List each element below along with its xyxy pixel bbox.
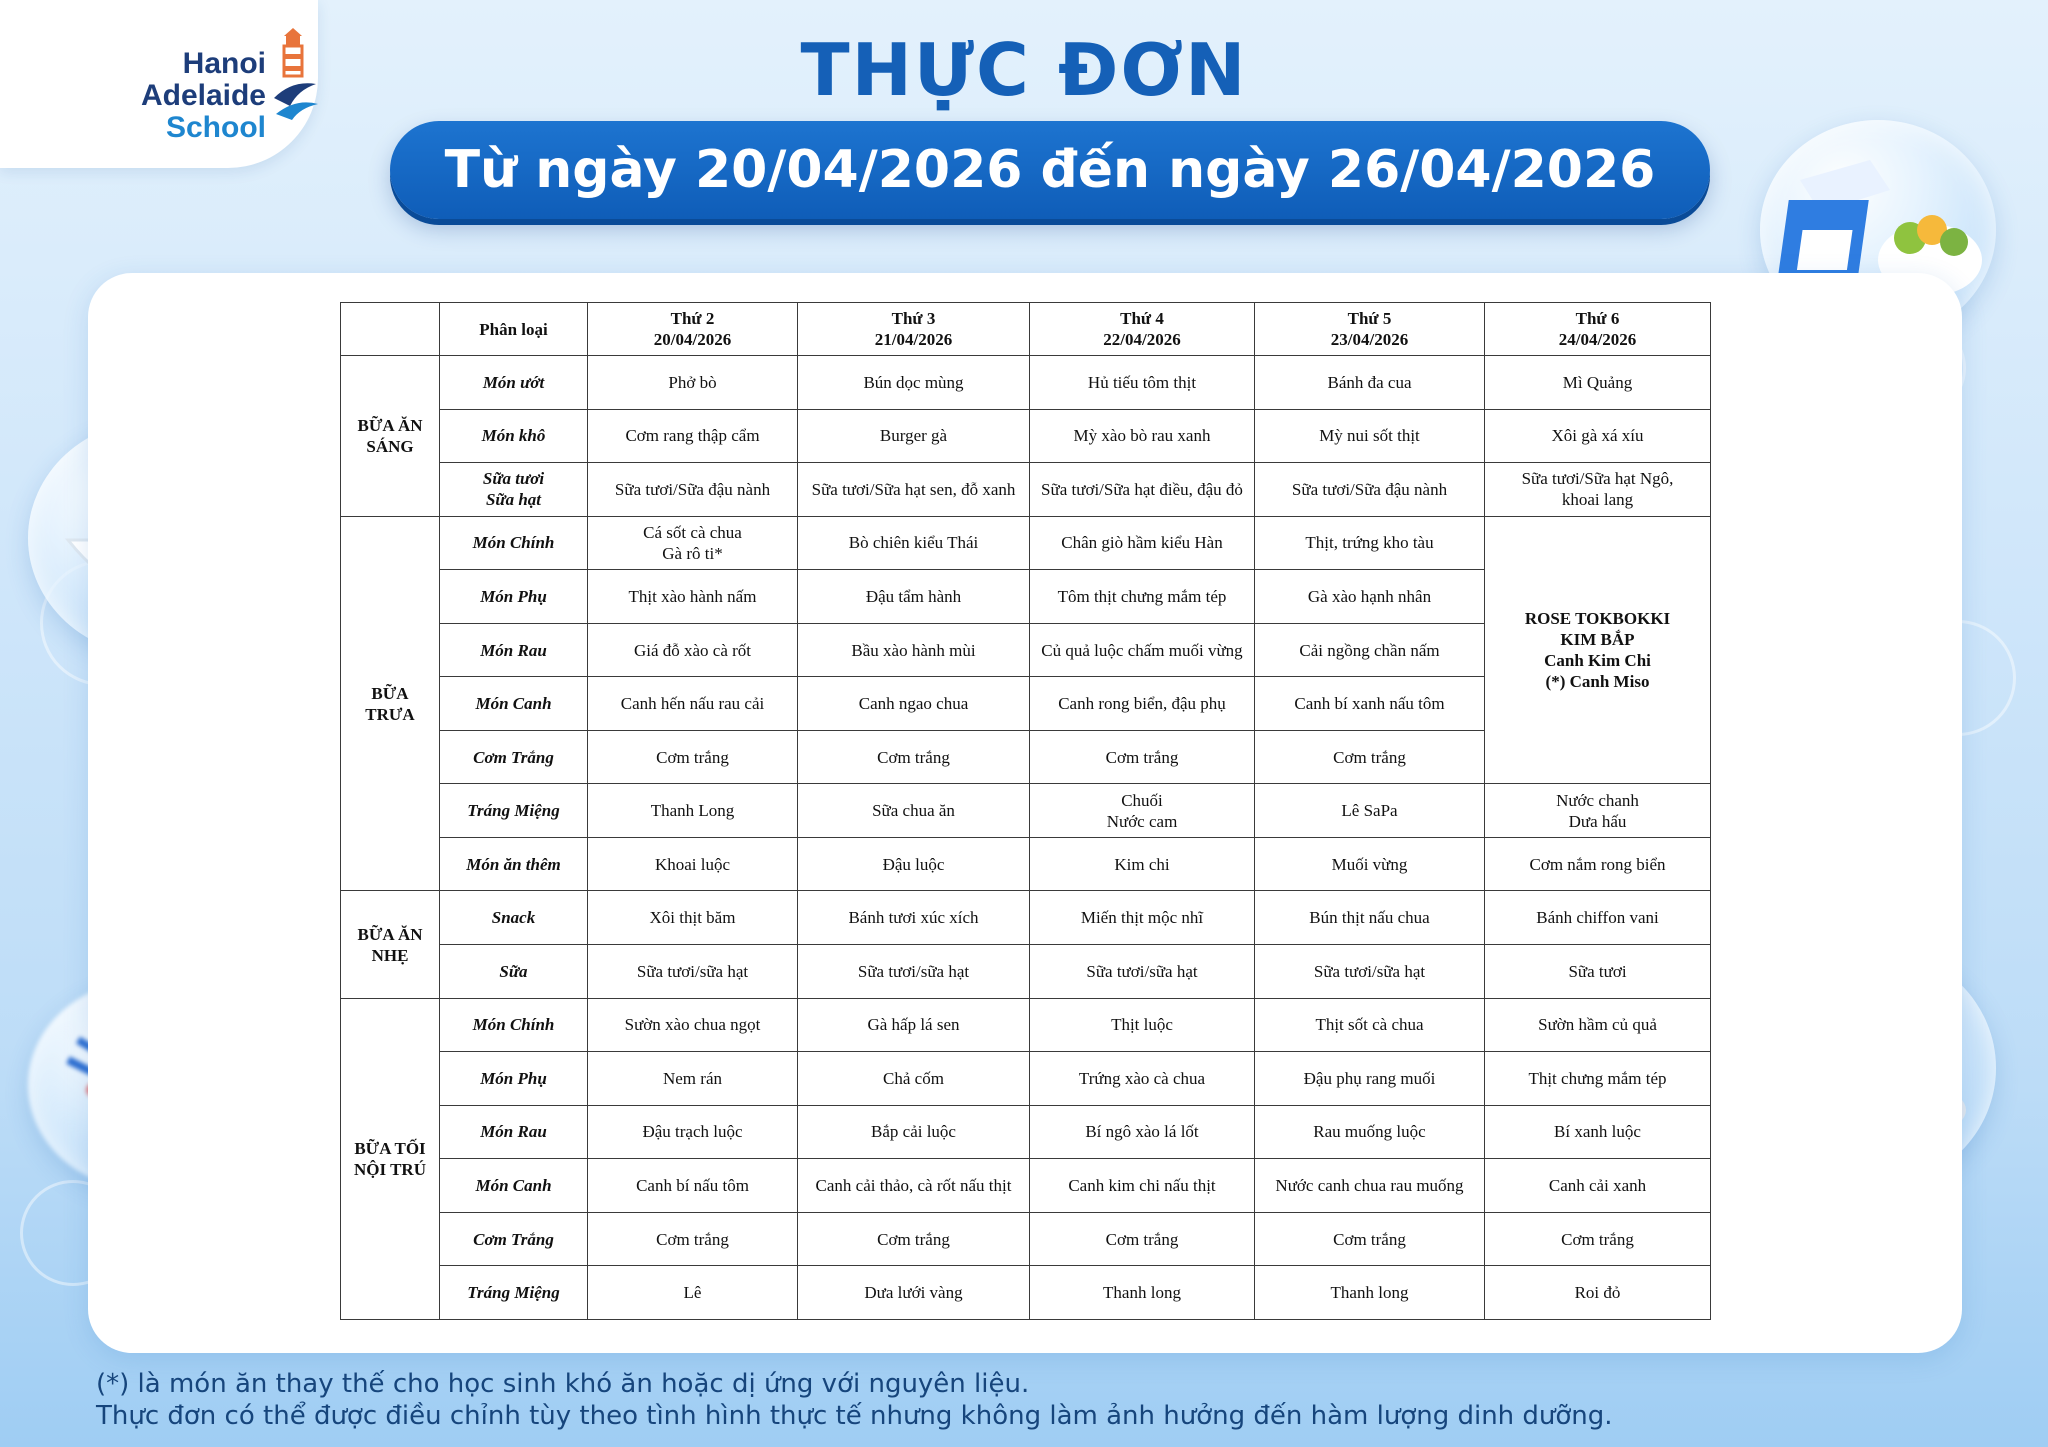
dish-cell: Cơm trắng	[588, 1212, 798, 1266]
dish-cell: Bí ngô xào lá lốt	[1030, 1105, 1255, 1159]
dish-cell: Trứng xào cà chua	[1030, 1052, 1255, 1106]
dish-cell: Bánh đa cua	[1255, 356, 1485, 410]
dish-cell: Hủ tiếu tôm thịt	[1030, 356, 1255, 410]
category-cell: Cơm Trắng	[440, 1212, 588, 1266]
dish-cell: Xôi thịt băm	[588, 891, 798, 945]
table-row	[341, 1105, 1711, 1159]
dish-cell: Sữa tươi/sữa hạt	[1030, 945, 1255, 999]
table-row	[341, 998, 1711, 1052]
category-cell: Món Canh	[440, 677, 588, 731]
table-row	[341, 463, 1711, 517]
dish-cell: Thịt chưng mắm tép	[1485, 1052, 1711, 1106]
table-row	[341, 837, 1711, 891]
header-day: Thứ 3 21/04/2026	[798, 303, 1030, 356]
header-day: Thứ 4 22/04/2026	[1030, 303, 1255, 356]
table-row	[341, 784, 1711, 838]
dish-cell: Khoai luộc	[588, 837, 798, 891]
dish-cell: Bánh chiffon vani	[1485, 891, 1711, 945]
category-cell: Món ướt	[440, 356, 588, 410]
dish-cell: Thịt, trứng kho tàu	[1255, 516, 1485, 570]
dish-cell: Chân giò hầm kiểu Hàn	[1030, 516, 1255, 570]
dish-cell: Đậu trạch luộc	[588, 1105, 798, 1159]
dish-cell: Miến thịt mộc nhĩ	[1030, 891, 1255, 945]
header-day: Thứ 6 24/04/2026	[1485, 303, 1711, 356]
dish-cell: Burger gà	[798, 409, 1030, 463]
dish-cell: Nước chanh Dưa hấu	[1485, 784, 1711, 838]
category-cell: Tráng Miệng	[440, 784, 588, 838]
dish-cell: Gà hấp lá sen	[798, 998, 1030, 1052]
date-range-text: Từ ngày 20/04/2026 đến ngày 26/04/2026	[444, 140, 1656, 200]
dish-cell: Cơm trắng	[798, 730, 1030, 784]
category-cell: Món Canh	[440, 1159, 588, 1213]
dish-cell: Canh kim chi nấu thịt	[1030, 1159, 1255, 1213]
dish-cell: Roi đỏ	[1485, 1266, 1711, 1320]
dish-cell: Phở bò	[588, 356, 798, 410]
dish-cell: Rau muống luộc	[1255, 1105, 1485, 1159]
dish-cell: Canh bí xanh nấu tôm	[1255, 677, 1485, 731]
dish-cell: Canh bí nấu tôm	[588, 1159, 798, 1213]
dish-cell: Sữa tươi/sữa hạt	[1255, 945, 1485, 999]
table-row	[341, 945, 1711, 999]
dish-cell: Lê	[588, 1266, 798, 1320]
table-row	[341, 1159, 1711, 1213]
category-cell: Snack	[440, 891, 588, 945]
dish-cell: Bún dọc mùng	[798, 356, 1030, 410]
table-row	[341, 409, 1711, 463]
table-row	[341, 1052, 1711, 1106]
dish-cell: Bánh tươi xúc xích	[798, 891, 1030, 945]
dish-cell: Nem rán	[588, 1052, 798, 1106]
dish-cell: Canh cải xanh	[1485, 1159, 1711, 1213]
dish-cell: Sữa tươi/Sữa đậu nành	[588, 463, 798, 517]
dish-cell: Lê SaPa	[1255, 784, 1485, 838]
footnote-adjustment: Thực đơn có thể được điều chỉnh tùy theo tình hình thực tế nhưng không làm ảnh hưởng đến hàm lượng dinh dưỡng.	[96, 1401, 1613, 1431]
category-cell: Cơm Trắng	[440, 730, 588, 784]
dish-cell: Đậu phụ rang muối	[1255, 1052, 1485, 1106]
dish-cell: Cá sốt cà chua Gà rô ti*	[588, 516, 798, 570]
dish-cell: Sữa tươi/Sữa hạt điều, đậu đỏ	[1030, 463, 1255, 517]
table-row	[341, 1266, 1711, 1320]
category-cell: Sữa	[440, 945, 588, 999]
page-title: THỰC ĐƠN	[800, 28, 1248, 112]
dish-cell: Kim chi	[1030, 837, 1255, 891]
dish-cell: Cơm trắng	[1255, 730, 1485, 784]
dish-cell: Cải ngồng chần nấm	[1255, 623, 1485, 677]
meal-label-snack: BỮA ĂN NHẸ	[341, 891, 440, 998]
dish-cell: Cơm rang thập cẩm	[588, 409, 798, 463]
header-category: Phân loại	[440, 303, 588, 356]
category-cell: Sữa tươi Sữa hạt	[440, 463, 588, 517]
dish-cell: Thanh Long	[588, 784, 798, 838]
dish-cell: Canh hến nấu rau cải	[588, 677, 798, 731]
dish-cell: Cơm trắng	[1030, 730, 1255, 784]
meal-label-breakfast: BỮA ĂN SÁNG	[341, 356, 440, 517]
dish-cell: Sườn xào chua ngọt	[588, 998, 798, 1052]
dish-cell: Đậu tẩm hành	[798, 570, 1030, 624]
dish-cell: Sữa tươi	[1485, 945, 1711, 999]
category-cell: Món ăn thêm	[440, 837, 588, 891]
friday-special-cell: ROSE TOKBOKKI KIM BẮP Canh Kim Chi (*) Canh Miso	[1485, 516, 1711, 784]
table-row	[341, 891, 1711, 945]
dish-cell: Thanh long	[1030, 1266, 1255, 1320]
dish-cell: Bún thịt nấu chua	[1255, 891, 1485, 945]
footnote-substitution: (*) là món ăn thay thế cho học sinh khó ăn hoặc dị ứng với nguyên liệu.	[96, 1369, 1030, 1399]
dish-cell: Cơm trắng	[1485, 1212, 1711, 1266]
dish-cell: Nước canh chua rau muống	[1255, 1159, 1485, 1213]
category-cell: Món khô	[440, 409, 588, 463]
category-cell: Món Rau	[440, 623, 588, 677]
dish-cell: Tôm thịt chưng mắm tép	[1030, 570, 1255, 624]
dish-cell: Dưa lưới vàng	[798, 1266, 1030, 1320]
dish-cell: Canh rong biển, đậu phụ	[1030, 677, 1255, 731]
category-cell: Món Phụ	[440, 1052, 588, 1106]
dish-cell: Xôi gà xá xíu	[1485, 409, 1711, 463]
header-day: Thứ 5 23/04/2026	[1255, 303, 1485, 356]
dish-cell: Thịt sốt cà chua	[1255, 998, 1485, 1052]
dish-cell: Chả cốm	[798, 1052, 1030, 1106]
category-cell: Tráng Miệng	[440, 1266, 588, 1320]
dish-cell: Sữa tươi/Sữa hạt sen, đỗ xanh	[798, 463, 1030, 517]
footnotes	[96, 1368, 1613, 1432]
dish-cell: Sữa chua ăn	[798, 784, 1030, 838]
dish-cell: Chuối Nước cam	[1030, 784, 1255, 838]
date-range-banner	[390, 121, 1710, 219]
logo-wordmark: Hanoi Adelaide School	[140, 47, 266, 144]
dish-cell: Sữa tươi/Sữa hạt Ngô, khoai lang	[1485, 463, 1711, 517]
table-row	[341, 1212, 1711, 1266]
dish-cell: Canh cải thảo, cà rốt nấu thịt	[798, 1159, 1030, 1213]
category-cell: Món Chính	[440, 998, 588, 1052]
dish-cell: Canh ngao chua	[798, 677, 1030, 731]
category-cell: Món Phụ	[440, 570, 588, 624]
category-cell: Món Rau	[440, 1105, 588, 1159]
category-cell: Món Chính	[440, 516, 588, 570]
dish-cell: Cơm trắng	[588, 730, 798, 784]
header-corner	[341, 303, 440, 356]
dish-cell: Sữa tươi/sữa hạt	[588, 945, 798, 999]
dish-cell: Thịt xào hành nấm	[588, 570, 798, 624]
dish-cell: Cơm trắng	[798, 1212, 1030, 1266]
table-row	[341, 356, 1711, 410]
dish-cell: Củ quả luộc chấm muối vừng	[1030, 623, 1255, 677]
dish-cell: Mỳ xào bò rau xanh	[1030, 409, 1255, 463]
header-day: Thứ 2 20/04/2026	[588, 303, 798, 356]
dish-cell: Sữa tươi/Sữa đậu nành	[1255, 463, 1485, 517]
dish-cell: Giá đỗ xào cà rốt	[588, 623, 798, 677]
dish-cell: Bầu xào hành mùi	[798, 623, 1030, 677]
meal-label-dinner: BỮA TỐI NỘI TRÚ	[341, 998, 440, 1319]
dish-cell: Sữa tươi/sữa hạt	[798, 945, 1030, 999]
dish-cell: Cơm trắng	[1030, 1212, 1255, 1266]
dish-cell: Thanh long	[1255, 1266, 1485, 1320]
weekly-menu-table	[340, 302, 1711, 1320]
dish-cell: Bí xanh luộc	[1485, 1105, 1711, 1159]
table-row	[341, 516, 1711, 570]
dish-cell: Cơm trắng	[1255, 1212, 1485, 1266]
dish-cell: Bò chiên kiểu Thái	[798, 516, 1030, 570]
dish-cell: Mỳ nui sốt thịt	[1255, 409, 1485, 463]
dish-cell: Muối vừng	[1255, 837, 1485, 891]
meal-label-lunch: BỮA TRƯA	[341, 516, 440, 891]
dish-cell: Cơm nắm rong biển	[1485, 837, 1711, 891]
dish-cell: Gà xào hạnh nhân	[1255, 570, 1485, 624]
dish-cell: Bắp cải luộc	[798, 1105, 1030, 1159]
table-header-row	[341, 303, 1711, 356]
dish-cell: Mì Quảng	[1485, 356, 1711, 410]
dish-cell: Sườn hầm củ quả	[1485, 998, 1711, 1052]
dish-cell: Đậu luộc	[798, 837, 1030, 891]
dish-cell: Thịt luộc	[1030, 998, 1255, 1052]
